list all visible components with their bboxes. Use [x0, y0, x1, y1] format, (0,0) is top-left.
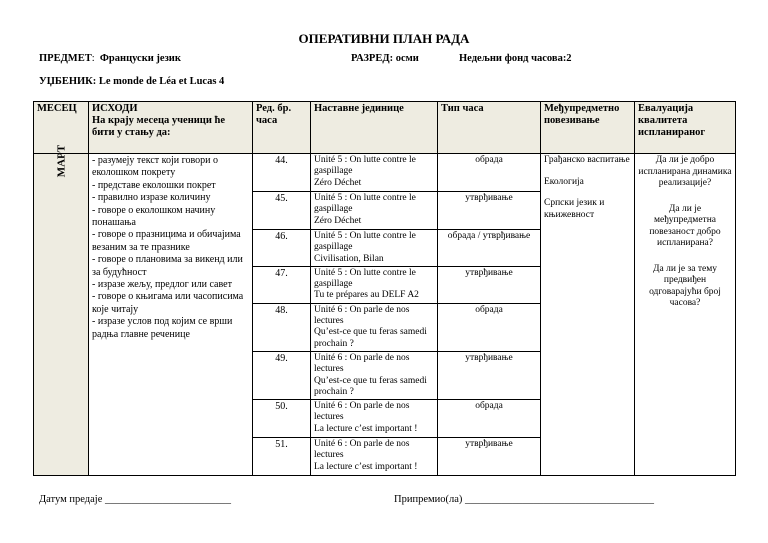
date-label: Датум предаје	[39, 494, 103, 505]
outcomes-cell	[89, 154, 253, 476]
lesson-type: утврђивање	[438, 438, 541, 476]
header-number: Ред. бр. часа	[253, 102, 311, 154]
lesson-type: утврђивање	[438, 192, 541, 230]
link-item: Српски језик и књижевност	[544, 198, 605, 220]
header-type: Тип часа	[438, 102, 541, 154]
evaluation-cell	[635, 154, 736, 476]
lesson-unit: Unité 6 : On parle de nos lectures La lecture c’est important !	[311, 438, 438, 476]
evaluation-item: Да ли је добро испланирана динамика реализације?	[638, 155, 732, 188]
outcome-item: - говоре о празницима и обичајима везаним за те празнике	[92, 229, 241, 253]
lesson-number: 46.	[253, 230, 311, 267]
grade-line	[351, 53, 419, 64]
evaluation-item: Да ли је за тему предвиђен одговарајући број часова?	[649, 263, 721, 308]
header-links: Међупредметно повезивање	[541, 102, 635, 154]
lesson-number: 44.	[253, 154, 311, 192]
outcome-item: - изразе жељу, предлог или савет	[92, 279, 232, 291]
subject-line: ПРЕДМЕТ: Француски језик	[39, 53, 181, 64]
prepared-by	[394, 494, 654, 505]
lesson-unit: Unité 5 : On lutte contre le gaspillage Zéro Déchet	[311, 154, 438, 192]
table-row	[34, 154, 736, 192]
lesson-number: 50.	[253, 400, 311, 438]
outcome-item: - изразе услов под којим се врши радња главне реченице	[92, 316, 233, 340]
header-month: МЕСЕЦ	[34, 102, 89, 154]
lesson-number: 47.	[253, 266, 311, 303]
header-units: Наставне јединице	[311, 102, 438, 154]
link-item: Екологија	[544, 176, 584, 187]
prepared-label: Припремио(ла)	[394, 494, 463, 505]
lesson-unit: Unité 6 : On parle de nos lectures Qu’est-ce que tu feras samedi prochain ?	[311, 351, 438, 399]
textbook-value: Le monde de Léa et Lucas 4	[98, 76, 225, 87]
outcome-item: - говоре о плановима за викенд или за будућност	[92, 254, 243, 278]
lesson-type: обрада	[438, 154, 541, 192]
page-title: ОПЕРАТИВНИ ПЛАН РАДА	[298, 31, 470, 46]
lesson-unit: Unité 6 : On parle de nos lectures Qu’est-ce que tu feras samedi prochain ?	[311, 303, 438, 351]
grade-value: осми	[395, 53, 419, 64]
lesson-number: 45.	[253, 192, 311, 230]
lesson-type: утврђивање	[438, 351, 541, 399]
outcome-item: - разумеју текст који говори о еколошком покрету	[92, 155, 218, 179]
textbook-label: УЏБЕНИК:	[39, 76, 97, 87]
link-item: Грађанско васпитање	[544, 155, 630, 165]
outcome-item: - правилно изразе количину	[92, 192, 211, 204]
weekly-hours: Недељни фонд часова:2	[459, 53, 572, 64]
lesson-unit: Unité 5 : On lutte contre le gaspillage Civilisation, Bilan	[311, 230, 438, 267]
month-cell	[34, 144, 89, 476]
lesson-type: обрада / утврђивање	[438, 230, 541, 267]
header-evaluation: Евалуација квалитета испланираног	[635, 102, 736, 154]
subject-label: ПРЕДМЕТ	[39, 53, 92, 64]
lesson-type: утврђивање	[438, 266, 541, 303]
header-outcomes: ИСХОДИ На крају месеца ученици ће бити у стању да:	[89, 102, 253, 154]
outcome-item: - говоре о књигама или часописима које читају	[92, 291, 244, 315]
table-header-row	[34, 102, 736, 154]
textbook-line	[39, 76, 224, 87]
lesson-unit: Unité 5 : On lutte contre le gaspillage Tu te prépares au DELF A2	[311, 266, 438, 303]
lesson-type: обрада	[438, 400, 541, 438]
date-line: ________________________	[104, 494, 231, 505]
plan-table	[33, 101, 736, 476]
subject-value: Француски језик	[99, 53, 181, 64]
submission-date	[39, 494, 231, 505]
lesson-type: обрада	[438, 303, 541, 351]
lesson-number: 51.	[253, 438, 311, 476]
month-label: МАРТ	[55, 144, 67, 178]
prepared-line: ____________________________________	[465, 494, 655, 505]
lesson-unit: Unité 6 : On parle de nos lectures La lecture c’est important !	[311, 400, 438, 438]
lesson-unit: Unité 5 : On lutte contre le gaspillage Zéro Déchet	[311, 192, 438, 230]
lesson-number: 49.	[253, 351, 311, 399]
outcome-item: - представе еколошки покрет	[92, 179, 216, 191]
grade-label: РАЗРЕД:	[351, 53, 394, 64]
links-cell	[541, 154, 635, 476]
lesson-number: 48.	[253, 303, 311, 351]
outcome-item: - говоре о еколошком начину понашања	[92, 204, 216, 229]
evaluation-item: Да ли је међупредметна повезаност добро испланирана?	[649, 203, 721, 248]
